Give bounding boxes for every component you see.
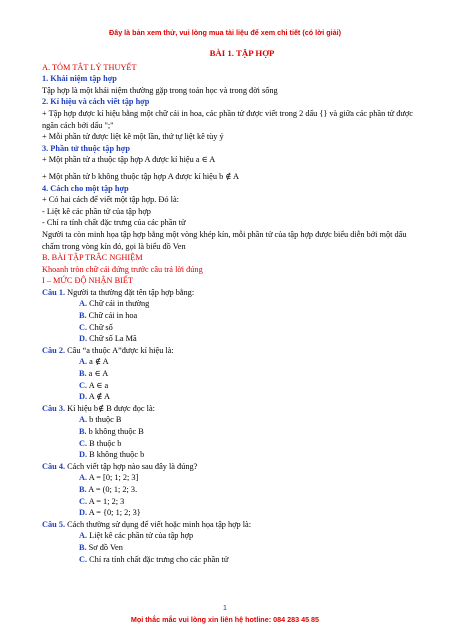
paragraph-1: Tập hợp là một khái niệm thường gặp trong toán học và trong đời sống <box>42 85 278 95</box>
option-text: B không thuộc b <box>87 450 145 460</box>
answer-option[interactable] <box>42 530 420 542</box>
option-text: A = {0; 1; 2; 3} <box>87 508 141 518</box>
section-b-heading: B. BÀI TẬP TRẮC NGHIỆM <box>42 253 143 263</box>
question-5 <box>42 519 420 531</box>
paragraph-7: - Liệt kê các phần tử của tập hợp <box>42 206 151 216</box>
answer-option[interactable] <box>42 414 420 426</box>
answer-option[interactable] <box>42 356 420 368</box>
question-label: Câu 3. <box>42 403 66 413</box>
option-letter: A. <box>79 357 88 367</box>
option-text: A ∈ a <box>87 380 109 390</box>
answer-option[interactable] <box>42 310 420 322</box>
page-number: 1 <box>222 603 228 612</box>
answer-option[interactable] <box>42 472 420 484</box>
answer-option[interactable] <box>42 368 420 380</box>
question-list <box>42 287 420 565</box>
paragraph-8: - Chỉ ra tính chất đặc trưng của các phần tử <box>42 218 186 228</box>
question-text: Cách viết tập hợp nào sau đây là đúng? <box>65 461 198 471</box>
lesson-title: BÀI 1. TẬP HỢP <box>209 48 275 58</box>
answer-option[interactable] <box>42 449 420 461</box>
paragraph-2: + Tập hợp được kí hiệu bằng một chữ cái in hoa, các phần tử được viết trong 2 dấu {} và giữa các phần tử được ngăn cách bởi dấu ";" <box>42 108 413 130</box>
question-text: Cách thường sử dụng để viết hoặc minh họa tập hợp là: <box>65 519 252 529</box>
paragraph-3: + Mỗi phần tử được liệt kê một lần, thứ tự liệt kê tùy ý <box>42 132 224 142</box>
option-text: b thuộc B <box>87 415 122 425</box>
option-letter: C. <box>79 380 88 390</box>
question-4 <box>42 461 420 473</box>
preview-banner: Đây là bản xem thử, vui lòng mua tài liệu để xem chi tiết (có lời giải) <box>109 28 341 37</box>
question-label: Câu 5. <box>42 519 66 529</box>
option-text: Chữ cái in hoa <box>86 311 138 321</box>
option-text: A = [0; 1; 2; 3] <box>87 473 139 483</box>
answer-option[interactable] <box>42 322 420 334</box>
question-text: Câu “a thuộc A”được kí hiệu là: <box>65 345 174 355</box>
question-label: Câu 4. <box>42 461 66 471</box>
option-letter: D. <box>79 508 88 518</box>
answer-option[interactable] <box>42 438 420 450</box>
option-letter: B. <box>79 427 87 436</box>
option-letter: C. <box>79 438 88 448</box>
heading-4: 4. Cách cho một tập hợp <box>42 183 129 193</box>
option-letter: A. <box>79 473 88 483</box>
answer-option[interactable] <box>42 426 420 438</box>
answer-option[interactable] <box>42 298 420 310</box>
option-text: B thuộc b <box>87 438 122 448</box>
option-text: A = (0; 1; 2; 3. <box>86 484 138 494</box>
option-letter: A. <box>79 415 88 425</box>
paragraph-4: + Một phần tử a thuộc tập hợp A được kí hiệu a ∈ A <box>42 155 216 165</box>
option-letter: C. <box>79 322 88 332</box>
option-letter: B. <box>79 311 87 321</box>
option-text: a ∈ A <box>86 369 109 379</box>
answer-option[interactable] <box>42 507 420 519</box>
question-label: Câu 2. <box>42 345 66 355</box>
option-letter: D. <box>79 334 88 344</box>
answer-option[interactable] <box>42 542 420 554</box>
option-text: Chữ số La Mã <box>87 334 137 344</box>
question-label: Câu 1. <box>42 287 66 297</box>
option-text: Sơ đồ Ven <box>86 542 123 552</box>
instruction: Khoanh tròn chữ cái đứng trước câu trả lời đúng <box>42 264 203 274</box>
option-letter: D. <box>79 450 88 460</box>
answer-option[interactable] <box>42 554 420 566</box>
option-text: a ∉ A <box>87 357 109 367</box>
section-a-heading: A. TÓM TẮT LÝ THUYẾT <box>42 62 137 72</box>
answer-option[interactable] <box>42 391 420 403</box>
option-letter: B. <box>79 369 87 379</box>
heading-1: 1. Khái niệm tập hợp <box>42 74 117 84</box>
document-body <box>42 48 420 565</box>
answer-option[interactable] <box>42 380 420 392</box>
heading-3: 3. Phần tử thuộc tập hợp <box>42 143 130 153</box>
option-letter: A. <box>79 299 88 309</box>
question-text: Người ta thường đặt tên tập hợp bằng: <box>65 287 195 297</box>
question-3 <box>42 403 420 415</box>
option-letter: D. <box>79 392 88 402</box>
option-text: Chỉ ra tính chất đặc trưng cho các phần tử <box>87 554 229 564</box>
paragraph-6: + Có hai cách để viết một tập hợp. Đó là: <box>42 195 179 205</box>
question-1 <box>42 287 420 299</box>
answer-option[interactable] <box>42 496 420 508</box>
paragraph-9: Người ta còn minh họa tập hợp bằng một vòng khép kín, mỗi phần tử của tập hợp được biểu diễn bởi một dấu chấm trong vòng kín đó, gọi là biểu đồ Ven <box>42 229 407 251</box>
option-letter: C. <box>79 554 88 564</box>
question-2 <box>42 345 420 357</box>
hotline-footer: Mọi thắc mắc vui lòng xin liên hệ hotline: 084 283 45 85 <box>130 615 320 624</box>
option-letter: B. <box>79 542 87 552</box>
option-letter: B. <box>79 484 87 494</box>
option-letter: A. <box>79 531 88 541</box>
option-text: A ∉ A <box>87 392 111 402</box>
level-heading: I – MỨC ĐỘ NHẬN BIẾT <box>42 276 134 286</box>
answer-option[interactable] <box>42 333 420 345</box>
paragraph-5: + Một phần tử b không thuộc tập hợp A được kí hiệu b ∉ A <box>42 171 240 181</box>
option-letter: C. <box>79 496 88 506</box>
option-text: A = 1; 2; 3 <box>87 496 125 506</box>
option-text: Chữ số <box>87 322 113 332</box>
option-text: Chữ cái in thường <box>87 299 150 309</box>
question-text: Kí hiệu b∉ B được đọc là: <box>65 403 155 413</box>
answer-option[interactable] <box>42 484 420 496</box>
heading-2: 2. Kí hiệu và cách viết tập hợp <box>42 97 150 107</box>
option-text: b không thuộc B <box>86 427 144 436</box>
option-text: Liệt kê các phần tử của tập hợp <box>87 531 194 541</box>
